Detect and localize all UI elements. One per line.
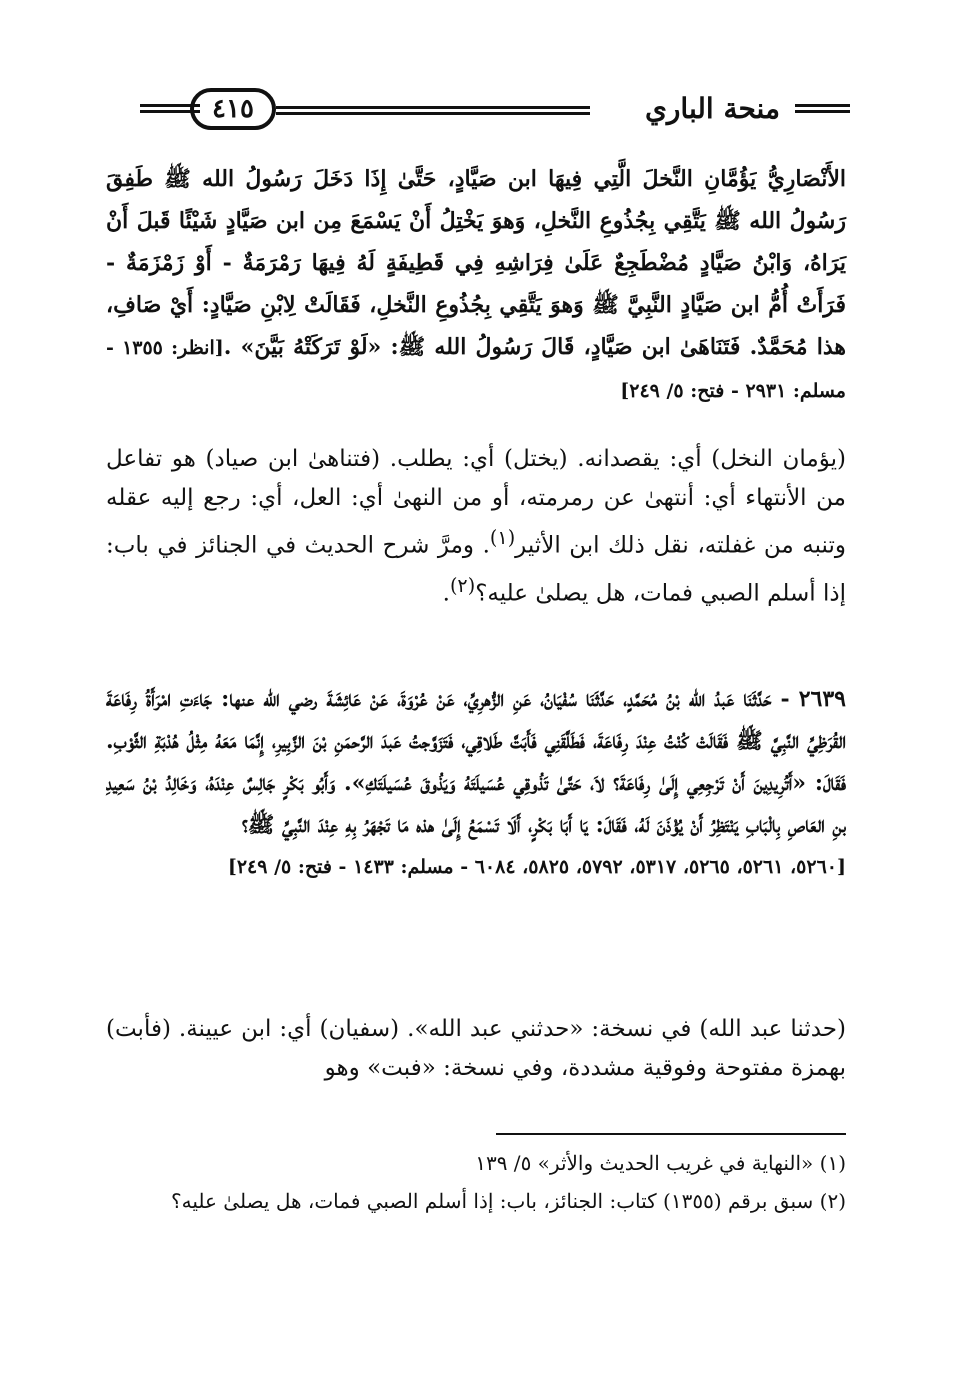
footnote: (٢) سبق برقم (١٣٥٥) كتاب: الجنائز، باب: إذا أسلم الصبي فمات، هل يصلىٰ عليه؟ <box>170 1189 846 1213</box>
hadith-2639 <box>106 678 846 888</box>
footnote-marker: (١) <box>489 526 516 549</box>
page-header <box>140 80 850 140</box>
running-title: منحة الباري <box>644 92 780 125</box>
hadith-reference: [٥٢٦٠، ٥٢٦١، ٥٢٦٥، ٥٣١٧، ٥٧٩٢، ٥٨٢٥، ٦٠٨٤ - مسلم: ١٤٣٣ - فتح: ٥/ ٢٤٩] <box>227 856 846 878</box>
header-ornament-right <box>795 104 850 116</box>
hadith-reference: [انظر: ١٣٥٥ - مسلم: ٢٩٣١ - فتح: ٥/ ٢٤٩] <box>106 337 846 402</box>
footnotes <box>106 1145 846 1221</box>
footnote: (١) «النهاية في غريب الحديث والأثر» ٥/ ١٣٩ <box>475 1151 846 1175</box>
commentary-text: (حدثنا عبد الله) في نسخة: «حدثني عبد الله». (سفيان) أي: ابن عيينة. (فأبت) بهمزة مفتوحة وفوقية مشددة، وفي نسخة: «فبت» وهو <box>106 1016 846 1081</box>
footnote-marker: (٢) <box>449 573 476 597</box>
page-number: ٤١٥ <box>190 88 276 130</box>
header-ornament-left <box>140 104 200 116</box>
footnote-divider <box>496 1133 846 1135</box>
commentary-paragraph <box>106 440 846 613</box>
hadith-text: الأَنْصَارِيُّ يَؤُمَّانِ النَّخلَ الَّتِي فِيهَا ابن صَيَّادٍ، حَتَّىٰ إِذَا دَخَلَ رَسُولُ الله ﷺ طَفِقَ رَسُولُ الله ﷺ يَتَّقِي بِجُذُوعِ النَّخلِ، وَهوَ يَخْتِلُ أَنْ يَسْمَعَ مِن ابن صَيَّادٍ شَيْئًا قَبلَ أَنْ يَرَاهُ، وَابْنُ صَيَّادٍ مُضْطَجِعٌ عَلَىٰ فِرَاشِهِ فِي قَطِيفَةٍ لَهُ فِيهَا رَمْرَمَةٌ - أَوْ زَمْزَمَةٌ - فَرَأَتْ أُمُّ ابن صَيَّادٍ النَّبِيَّ ﷺ وَهوَ يَتَّقِي بِجُذُوعِ النَّخلِ، فَقَالَتْ لِابْنِ صَيَّادٍ: أَيْ صَافِ، هذا مُحَمَّدٌ. فَتَنَاهَىٰ ابن صَيَّادٍ، قَالَ رَسُولُ الله ﷺ: «لَوْ تَرَكَتْهُ بَيَّنَ» . <box>106 166 846 360</box>
commentary-text: (يؤمان النخل) أي: يقصدانه. (يختل) أي: يطلب. (فتناهىٰ ابن صياد) هو تفاعل من الأنتهاء أي: أنتهىٰ عن رمرمته، أو من النهىٰ أي: العل، أي: رجع إليه عقله وتنبه من غفلته، نقل ذلك ابن الأثير <box>106 446 846 559</box>
hadith-continuation <box>106 158 846 412</box>
commentary-text: . <box>442 580 450 607</box>
commentary-text: . ومرَّ شرح الحديث في الجنائز في باب: إذا أسلم الصبي فمات، هل يصلىٰ عليه؟ <box>106 532 846 607</box>
header-rule <box>276 106 590 116</box>
commentary-paragraph <box>106 1010 846 1088</box>
hadith-text: ٢٦٣٩ - حَدَّثَنَا عَبدُ الله بْنُ مُحَمَّدٍ، حَدَّثَنَا سُفْيَانُ، عَنِ الزُّهرِيِّ، عَنْ عُرْوَةَ، عَنْ عَائِشَةَ رضي الله عنها: جَاءَتِ امْرَأَةُ رِفَاعَةَ القُرَظِيِّ النَّبِيَّ ﷺ فَقَالَتْ كُنْتُ عِنْدَ رِفَاعَةَ، فَطَلَّقَنِي فَأَبَتَّ طَلاقِي، فَتَزَوَّجتُ عَبدَ الرَّحمَنِ بْنَ الزَّبِيرِ، إِنَّمَا مَعَهُ مِثْلُ هُدْبَةِ الثَّوْبِ. فَقَالَ: «أَتُرِيدِينَ أَنْ تَرْجِعِي إِلَىٰ رِفَاعَةَ؟ لاَ، حَتَّىٰ تَذُوقِي عُسَيلَتَهُ وَيَذُوقَ عُسَيلَتَكِ». وَأَبُو بَكْرٍ جَالِسٌ عِنْدَهُ، وَخَالِدُ بْنُ سَعِيدِ بنِ العَاصِ بِالْبَابِ يَنْتَظِرُ أَنْ يُؤْذَنَ لَهُ، فَقَالَ: يَا أَبَا بَكْرٍ، أَلَا تَسْمَعُ إِلَىٰ هذه مَا تَجْهَرُ بِهِ عِنْدَ النَّبِيِّ ﷺ؟ <box>106 686 846 838</box>
